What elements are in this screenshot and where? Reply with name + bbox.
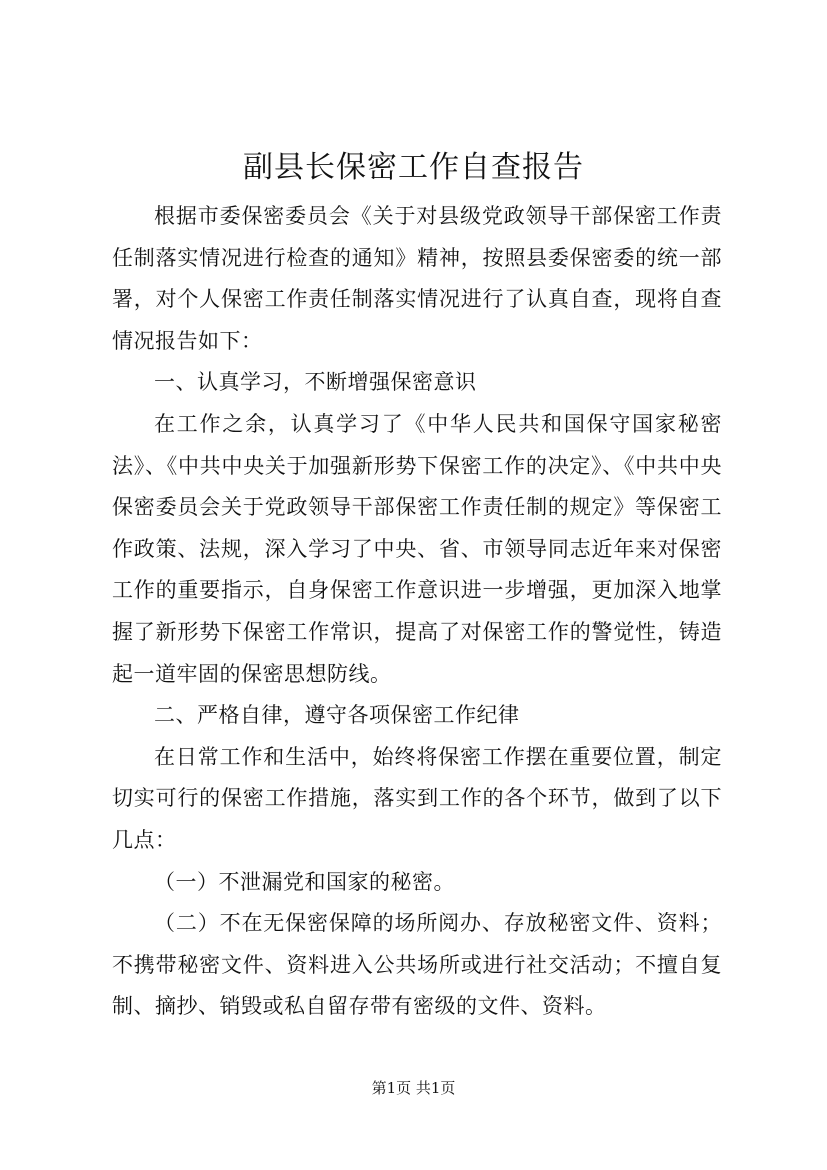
- paragraph-study: 在工作之余，认真学习了《中华人民共和国保守国家秘密法》、《中共中央关于加强新形势下保密工作的决定》、《中共中央保密委员会关于党政领导干部保密工作责任制的规定》等保密工作政策、法规，深入学习了中央、省、市领导同志近年来对保密工作的重要指示，自身保密工作意识进一步增强，更加深入地掌握了新形势下保密工作常识，提高了对保密工作的警觉性，铸造起一道牢固的保密思想防线。: [112, 411, 722, 686]
- list-item-2: （二）不在无保密保障的场所阅办、存放秘密文件、资料；不携带秘密文件、资料进入公共场所或进行社交活动；不擅自复制、摘抄、销毁或私自留存带有密级的文件、资料。: [112, 911, 722, 1019]
- list-item-1: （一）不泄漏党和国家的秘密。: [154, 869, 455, 894]
- document-body: [112, 196, 722, 1028]
- section-heading-1: 一、认真学习，不断增强保密意识: [154, 370, 477, 395]
- document-title: 副县长保密工作自查报告: [243, 150, 584, 185]
- paragraph-discipline: 在日常工作和生活中，始终将保密工作摆在重要位置，制定切实可行的保密工作措施，落实到工作的各个环节，做到了以下几点：: [112, 744, 722, 852]
- paragraph-intro: 根据市委保密委员会《关于对县级党政领导干部保密工作责任制落实情况进行检查的通知》精神，按照县委保密委的统一部署，对个人保密工作责任制落实情况进行了认真自查，现将自查情况报告如下：: [112, 204, 722, 353]
- section-heading-2: 二、严格自律，遵守各项保密工作纪律: [154, 703, 520, 728]
- page-footer: 第1页 共1页: [371, 1079, 456, 1097]
